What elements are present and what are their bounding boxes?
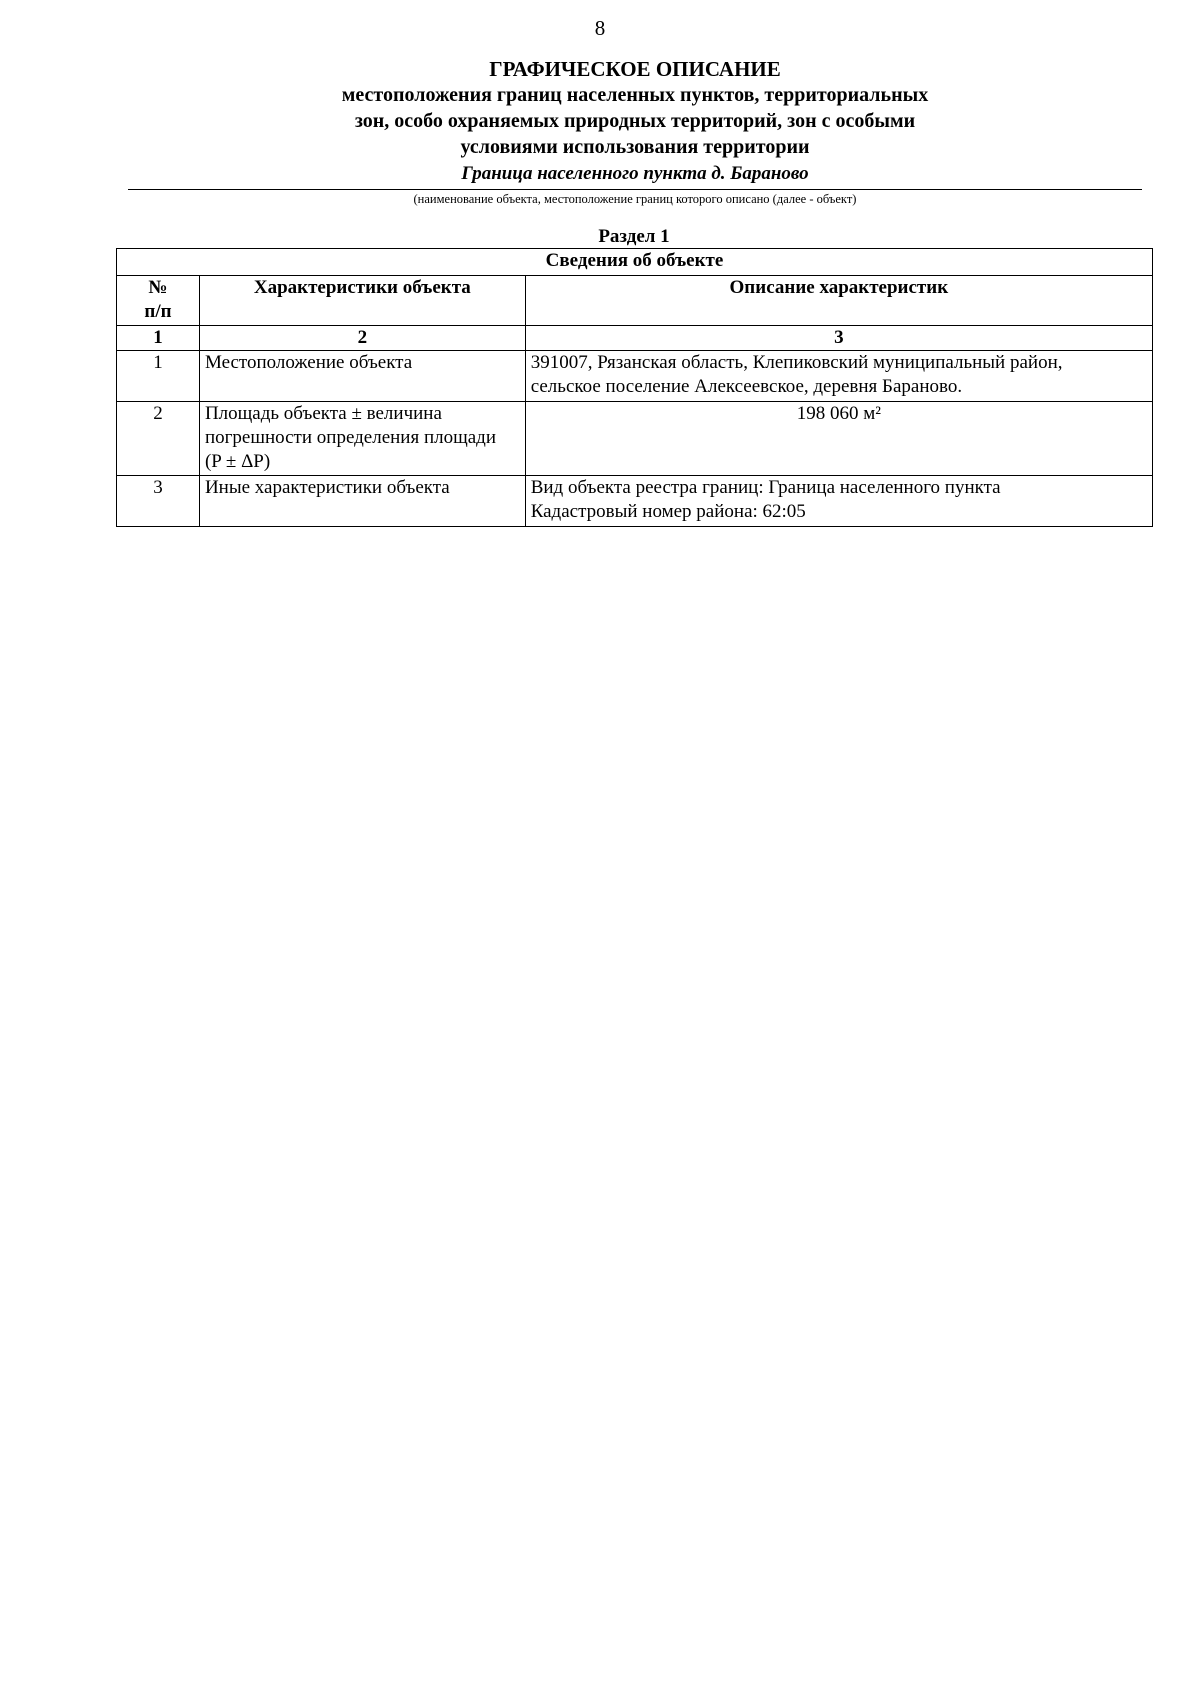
row-characteristic-line: (P ± ΔP): [204, 451, 271, 472]
row-characteristic-line: Площадь объекта ± величина: [204, 403, 442, 424]
row-characteristic: [199, 402, 525, 476]
table-row: [117, 476, 1153, 527]
document-subtitle-line-3: условиями использования территории: [460, 136, 810, 158]
row-description-line: Вид объекта реестра границ: Граница населенного пункта: [530, 477, 1001, 498]
column-number-1: 1: [117, 326, 200, 351]
table-row: [117, 402, 1153, 476]
header-num: [117, 276, 200, 326]
column-number-row: [117, 326, 1153, 351]
document-header: [128, 56, 1142, 186]
row-number: 1: [117, 351, 200, 402]
table-row: [117, 351, 1153, 402]
row-number: 2: [117, 402, 200, 476]
table-caption-row: [117, 249, 1153, 276]
row-description: [525, 351, 1152, 402]
row-number: 3: [117, 476, 200, 527]
object-name: Граница населенного пункта д. Бараново: [461, 163, 809, 184]
row-characteristic: Местоположение объекта: [199, 351, 525, 402]
table-header-row: [117, 276, 1153, 326]
row-characteristic-line: погрешности определения площади: [204, 427, 497, 448]
document-title: ГРАФИЧЕСКОЕ ОПИСАНИЕ: [489, 57, 781, 81]
object-name-underline: [128, 189, 1142, 190]
row-description: [525, 476, 1152, 527]
row-description: 198 060 м²: [525, 402, 1152, 476]
object-info-table: [116, 248, 1153, 527]
document-subtitle-line-1: местоположения границ населенных пунктов, территориальных: [341, 84, 929, 106]
column-number-3: 3: [525, 326, 1152, 351]
page-number: 8: [594, 16, 606, 40]
row-characteristic: Иные характеристики объекта: [199, 476, 525, 527]
header-characteristics: Характеристики объекта: [199, 276, 525, 326]
document-subtitle-line-2: зон, особо охраняемых природных территорий, зон с особыми: [354, 110, 916, 132]
header-num-label: № п/п: [144, 277, 172, 322]
header-description: Описание характеристик: [525, 276, 1152, 326]
row-description-line: 391007, Рязанская область, Клепиковский муниципальный район,: [530, 352, 1063, 373]
table-caption: Сведения об объекте: [117, 249, 1153, 276]
column-number-2: 2: [199, 326, 525, 351]
row-description-line: сельское поселение Алексеевское, деревня Бараново.: [530, 376, 963, 397]
row-description-line: Кадастровый номер района: 62:05: [530, 501, 806, 522]
object-name-caption: (наименование объекта, местоположение границ которого описано (далее - объект): [413, 192, 857, 206]
section-title: Раздел 1: [598, 226, 670, 247]
